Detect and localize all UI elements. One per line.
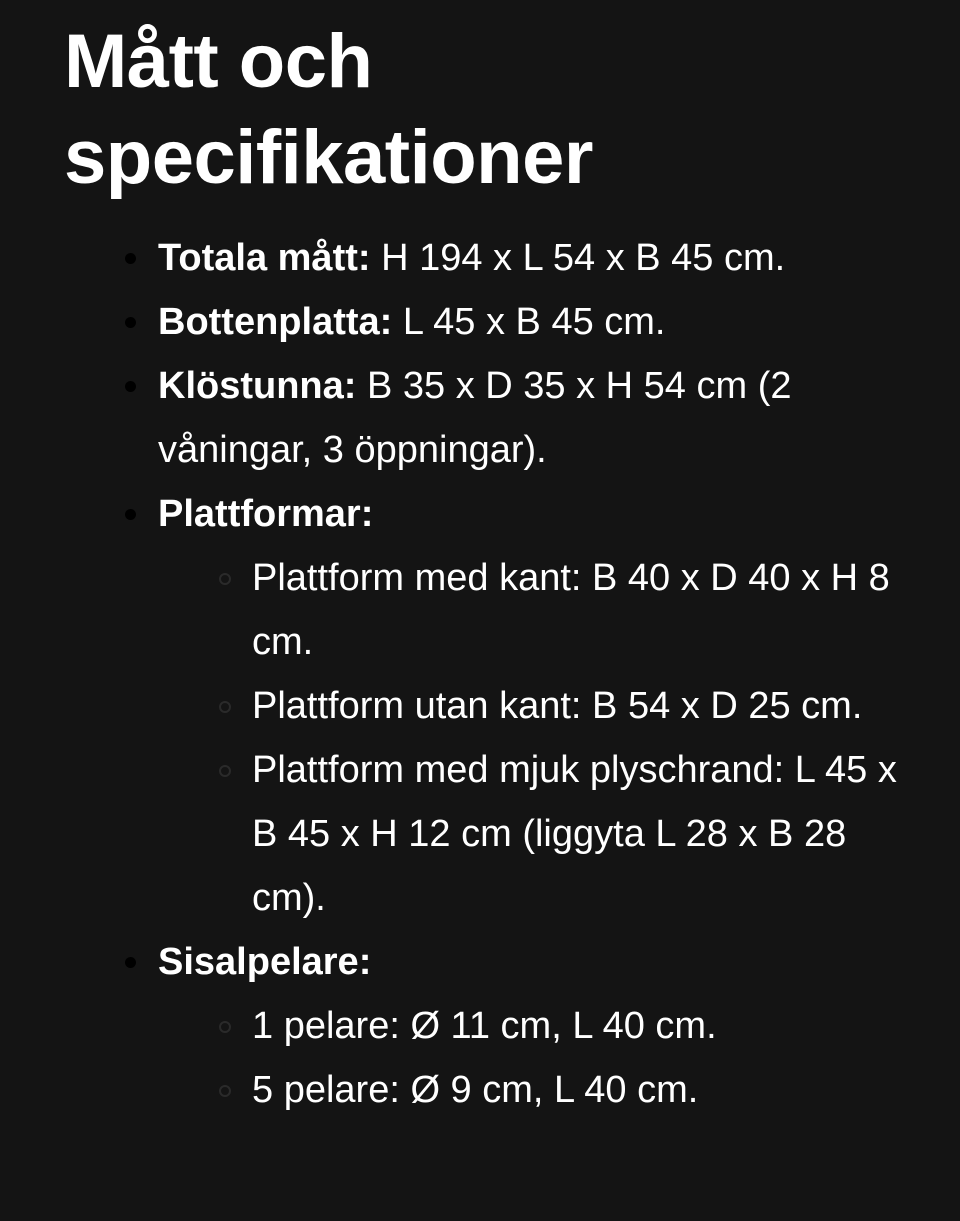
spec-item-platforms <box>158 482 898 930</box>
sub-list-item <box>252 994 898 1058</box>
spec-value: H 194 x L 54 x B 45 cm. <box>370 237 786 279</box>
bullet-icon <box>125 317 136 328</box>
circle-bullet-icon <box>219 573 231 585</box>
spec-label: Plattformar: <box>158 493 374 535</box>
spec-label: Klöstunna: <box>158 365 357 407</box>
spec-label: Bottenplatta: <box>158 301 393 343</box>
bullet-icon <box>125 509 136 520</box>
sub-item-text: Plattform utan kant: B 54 x D 25 cm. <box>252 685 863 727</box>
sub-item-text: 5 pelare: Ø 9 cm, L 40 cm. <box>252 1069 699 1111</box>
sub-list-item <box>252 1058 898 1122</box>
spec-label: Sisalpelare: <box>158 941 372 983</box>
sub-list-item <box>252 674 898 738</box>
spec-item-posts <box>158 930 898 1122</box>
page-title: Mått och specifikationer <box>64 19 593 200</box>
spec-value: L 45 x B 45 cm. <box>392 301 666 343</box>
bullet-icon <box>125 381 136 392</box>
circle-bullet-icon <box>219 1021 231 1033</box>
sub-list-item <box>252 738 898 930</box>
posts-sublist <box>158 994 898 1122</box>
sub-item-text: 1 pelare: Ø 11 cm, L 40 cm. <box>252 1005 717 1047</box>
spec-item-barrel <box>158 354 898 482</box>
sub-item-text: Plattform med kant: B 40 x D 40 x H 8 cm. <box>252 557 890 663</box>
spec-label: Totala mått: <box>158 237 371 279</box>
spec-value: B 35 x D 35 x H 54 cm (2 våningar, 3 öppningar). <box>158 365 792 471</box>
sub-list-item <box>252 546 898 674</box>
spec-list <box>158 226 898 1122</box>
spec-item-base <box>158 290 898 354</box>
circle-bullet-icon <box>219 1085 231 1097</box>
sub-item-text: Plattform med mjuk plyschrand: L 45 x B 45 x H 12 cm (liggyta L 28 x B 28 cm). <box>252 749 897 919</box>
spec-item-total <box>158 226 898 290</box>
circle-bullet-icon <box>219 765 231 777</box>
platform-sublist <box>158 546 898 930</box>
bullet-icon <box>125 957 136 968</box>
circle-bullet-icon <box>219 701 231 713</box>
bullet-icon <box>125 253 136 264</box>
